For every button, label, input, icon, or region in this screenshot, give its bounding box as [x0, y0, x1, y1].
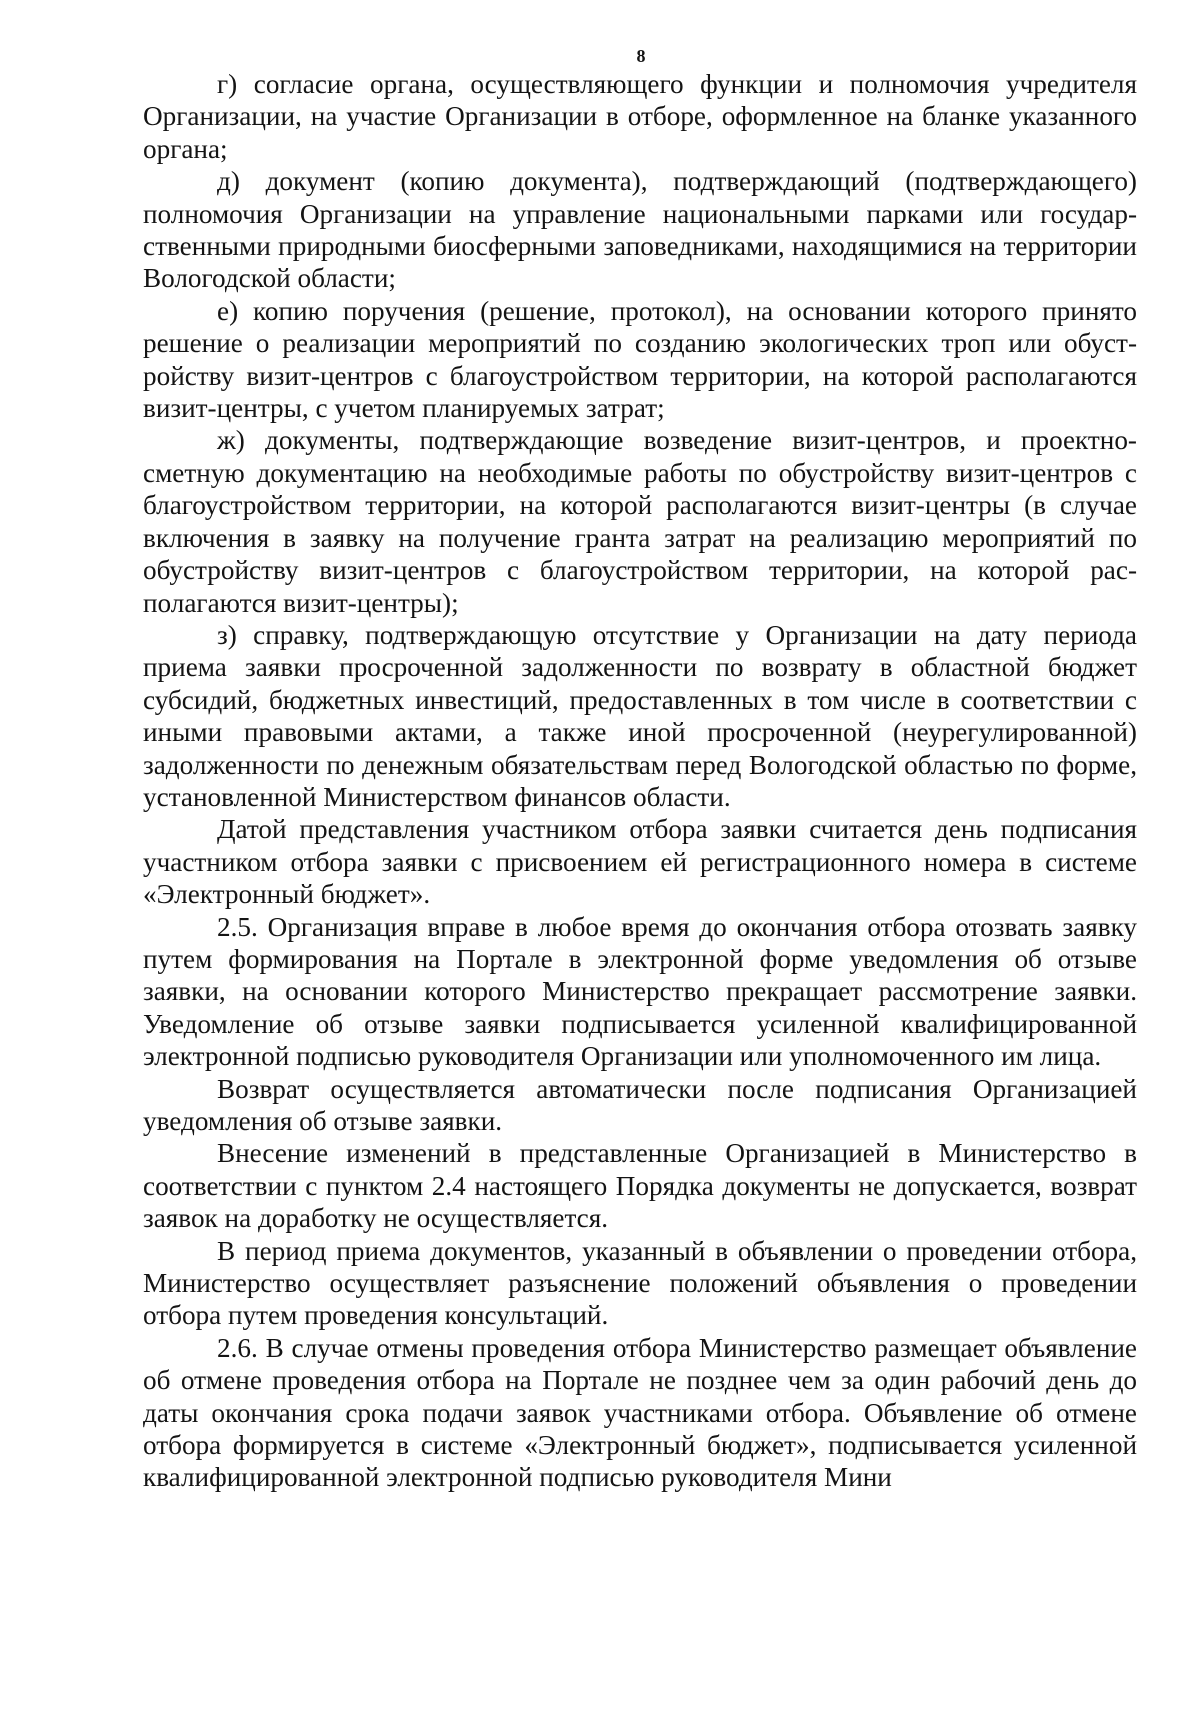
paragraph-item-z: з) справку, подтверждающую отсутствие у Организации на дату периода приема заявки просроченной задолженности по возврату в областной бюджет субсидий, бюджетных инвестиций, предоставленных в том числе в соответствии с иными правовыми актами, а также иной просроченной (неурегулированной) задолженности по денежным обязательствам перед Вологодской областью по форме, установленной Министерством финансов области.	[143, 619, 1137, 812]
document-page	[143, 46, 1137, 1494]
paragraph-item-g: г) согласие органа, осуществляющего функции и полномочия учредителя Организации, на участие Организации в отборе, оформленное на бланке указанного органа;	[143, 69, 1137, 164]
paragraph-return: Возврат осуществляется автоматически после подписания Организацией уведомления об отзыве заявки.	[143, 1073, 1137, 1136]
paragraph-clause-2-6: 2.6. В случае отмены проведения отбора Министерство размещает объявление об отмене проведения отбора на Портале не позднее чем за один рабочий день до даты окончания срока подачи заявок участниками отбора. Объявление об отмене отбора формируется в системе «Электронный бюджет», подписывается усиленной квалифицированной электронной подписью руководителя Мини	[143, 1332, 1137, 1493]
paragraph-item-d: д) документ (копию документа), подтверждающий (подтверждающего) полномочия Организации на управление национальными парками или государственными природными биосферными заповедниками, находящимися на территории Вологодской области;	[143, 166, 1137, 294]
paragraph-changes: Внесение изменений в представленные Организацией в Министерство в соответствии с пунктом 2.4 настоящего Порядка документы не допускается, возврат заявок на доработку не осуществляется.	[143, 1138, 1137, 1234]
paragraph-consultations: В период приема документов, указанный в объявлении о проведении отбора, Министерство осуществляет разъяснение положений объявления о проведении отбора путем проведения консультаций.	[143, 1235, 1137, 1331]
paragraph-item-zh: ж) документы, подтверждающие возведение визит-центров, и проектно-сметную документацию на необходимые работы по обустройству визит-центров с благоустройством территории, на которой располагаются визит-центры (в случае включения в заявку на получение гранта затрат на реализацию мероприятий по обустройству визит-центров с благоустройством территории, на которой располагаются визит-центры);	[143, 425, 1137, 618]
page-number: 8	[636, 46, 646, 66]
paragraph-submission-date: Датой представления участником отбора заявки считается день подписания участником отбора заявки с присвоением ей регистрационного номера в системе «Электронный бюджет».	[143, 814, 1137, 910]
paragraph-item-e: е) копию поручения (решение, протокол), на основании которого принято решение о реализации мероприятий по созданию экологических троп или обустройству визит-центров с благоустройством территории, на которой располагаются визит-центры, с учетом планируемых затрат;	[143, 295, 1137, 424]
paragraph-clause-2-5: 2.5. Организация вправе в любое время до окончания отбора отозвать заявку путем формирования на Портале в электронной форме уведомления об отзыве заявки, на основании которого Министерство прекращает рассмотрение заявки. Уведомление об отзыве заявки подписывается усиленной квалифицированной электронной подписью руководителя Организации или уполномоченного им лица.	[143, 911, 1137, 1072]
